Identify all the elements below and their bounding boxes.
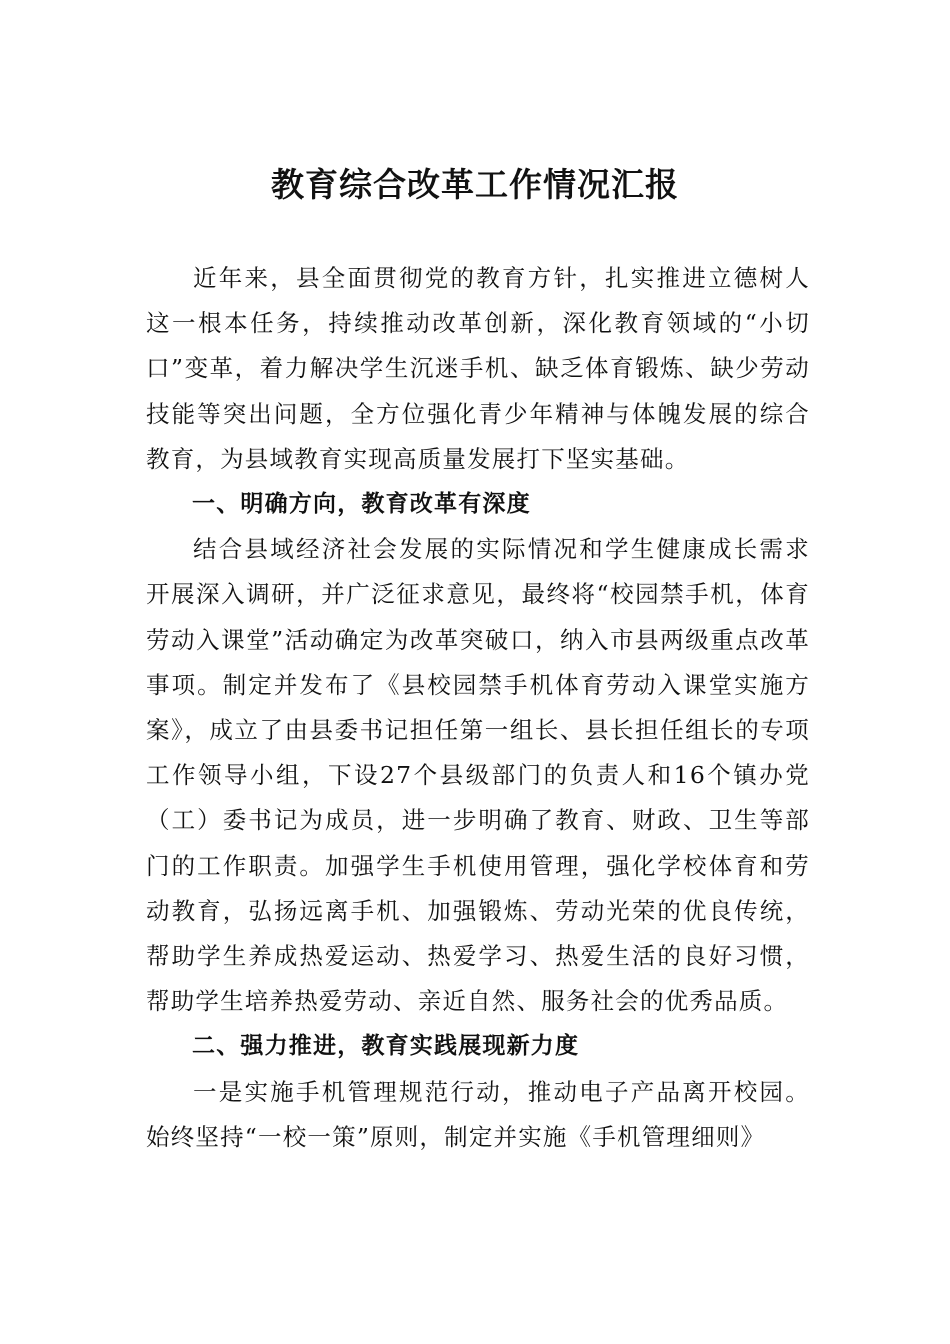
section-1-heading: 一、明确方向，教育改革有深度 bbox=[192, 491, 531, 518]
section-2-paragraph: 一是实施手机管理规范行动，推动电子产品离开校园。始终坚持“一校一策”原则，制定并实施《手机管理细则》 bbox=[146, 1077, 810, 1151]
document-title: 教育综合改革工作情况汇报 bbox=[271, 165, 679, 204]
section-2-heading: 二、强力推进，教育实践展现新力度 bbox=[192, 1033, 580, 1060]
intro-paragraph: 近年来，县全面贯彻党的教育方针，扎实推进立德树人这一根本任务，持续推动改革创新，深化教育领域的“小切口”变革，着力解决学生沉迷手机、缺乏体育锻炼、缺少劳动技能等突出问题，全方位强化青少年精神与体魄发展的综合教育，为县域教育实现高质量发展打下坚实基础。 bbox=[146, 264, 810, 473]
document-body bbox=[146, 256, 810, 1160]
section-1-paragraph: 结合县域经济社会发展的实际情况和学生健康成长需求开展深入调研，并广泛征求意见，最终将“校园禁手机，体育劳动入课堂”活动确定为改革突破口，纳入市县两级重点改革事项。制定并发布了《县校园禁手机体育劳动入课堂实施方案》，成立了由县委书记担任第一组长、县长担任组长的专项工作领导小组，下设27个县级部门的负责人和16个镇办党（工）委书记为成员，进一步明确了教育、财政、卫生等部门的工作职责。加强学生手机使用管理，强化学校体育和劳动教育，弘扬远离手机、加强锻炼、劳动光荣的优良传统，帮助学生养成热爱运动、热爱学习、热爱生活的良好习惯，帮助学生培养热爱劳动、亲近自然、服务社会的优秀品质。 bbox=[146, 535, 810, 1016]
